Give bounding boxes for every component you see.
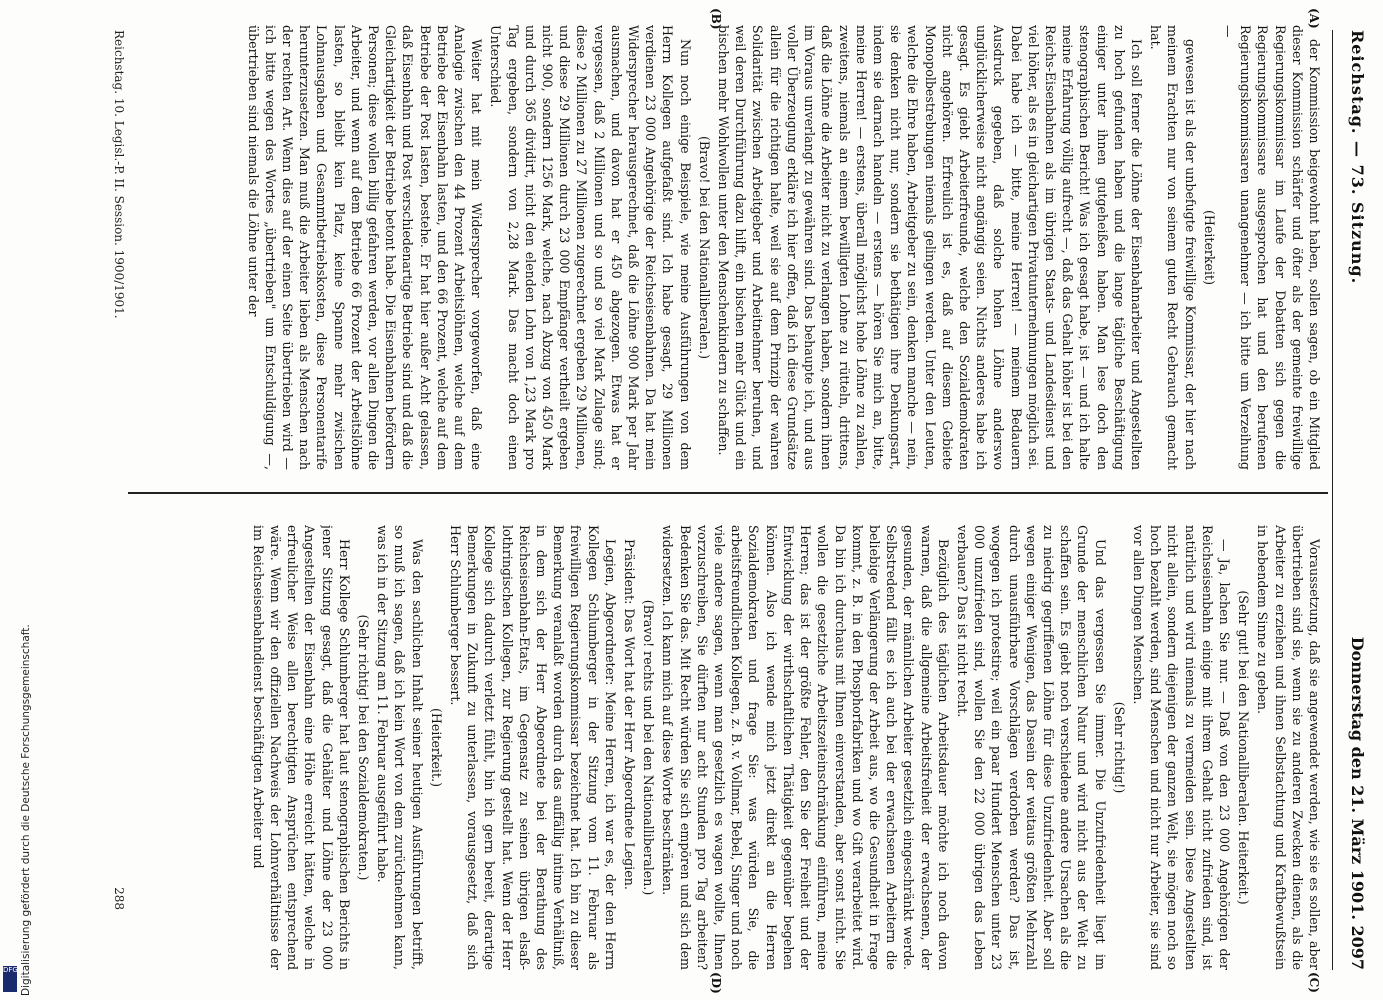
paragraph: Weiter hat mit mein Widersprecher vorgeworfen, daß eine Analogie zwischen den 44 Prozent Arbeitslöhnen, welche auf dem Betriebe der Eisenbahn lasten, und den 66 Prozent, welche auf dem Betriebe der Post lasten, bestehe. Er hat hier außer Acht gelassen, daß Eisenbahn und Post verschiedenartige Betriebe sind und daß die Gleichartigkeit der Betriebe betont habe. Die Eisenbahnen befördern Personen; diese wollen billig gefahren werden, vor allen Dingen die Arbeiter, und wenn auf dem Betriebe 66 Prozent der Arbeitslöhne lasten, so bleibt kein Platz, keine Spanne mehr zwischen Lohnausgaben und Gesammtbetriebskosten, diese Personentarife herunterzusetzen. Man muß die Arbeiter lieben als Menschen nach der rechten Art. Wenn dies auf der einen Seite übertrieben wird — ich bitte wegen des Wortes „übertrieben" um Entschuldigung —, übertrieben sind niemals die Löhne unter der xyxy=(245,25,485,470)
page-footer xyxy=(102,30,128,970)
interjection: (Sehr gut! bei den Nationalliberalen. Heiterkeit.) xyxy=(1236,590,1252,905)
margin-mark-a: (A) xyxy=(1307,8,1321,29)
paragraph: der Kommission beigewohnt haben, sollen sagen, ob ein Mitglied dieser Kommission schärfer und öfter als der gemeinte freiwillige Regierungskommissar im Laufe der Debatten sich gegen die Regierungskommissare ausgesprochen hat und den berufenen Regierungskommissaren unangenehmer — ich bitte um Verzeihung — xyxy=(1220,25,1322,470)
paragraph: Und das vergessen Sie immer. Die Unzufriedenheit liegt im Grunde der menschlichen Natur und wird nicht aus der Welt zu schaffen sein. Es giebt noch verschiedene andere Ursachen als die zu niedrig gegriffenen Löhne für diese Unzufriedenheit. Aber soll wegen einiger Wenigen, das Dasein der weitaus größten Mehrzahl durch unausführbare Vorschlägen verdorben werden? Das ist, wogegen ich protestire; weil ein paar Hundert Menschen unter 23 000 unzufrieden sind, wollen Sie den 22 000 übrigen das Leben verbauen? Das ist nicht recht. xyxy=(954,525,1108,970)
speaker-paragraph: Legien, Abgeordneter: Meine Herren, ich war es, der den Herrn Kollegen Schlumberger in der Sitzung vom 11. Februar als freiwilligen Regierungskommissar bezeichnet hat. Ich bin zu dieser Bemerkung veranlaßt worden durch das auffällig intime Verhältniß, in dem sich der Herr Abgeordnete bei der Berathung des Reichseisenbahn-Etats, im Gegensatz zu seinen übrigen elsaß-lothringischen Kollegen, zur Regierung gestellt hat. Wenn der Herr Kollege sich dadurch verletzt fühlt, bin ich gern bereit, derartige Bemerkungen in Zukunft zu unterlassen, vorausgesetzt, daß sich Herr Schlumberger bessert. xyxy=(448,525,618,970)
header-date-page: Donnerstag den 21. März 1901. 2097 xyxy=(1348,636,1367,970)
interjection: (Bravo! bei den Nationalliberalen.) xyxy=(696,135,712,360)
page-header xyxy=(1332,30,1373,970)
speaker-paragraph: Präsident: Das Wort hat der Herr Abgeordnete Legien. xyxy=(622,539,638,890)
dfg-logo-icon: DFG xyxy=(3,966,17,992)
paragraph: Nun noch einige Beispiele, wie meine Ausführungen von dem Herrn Kollegen aufgefaßt sind. Ich habe gesagt, 29 Millionen verdienen 23 000 Angehörige der Reichseisenbahnen. Da hat mein Widersprecher herausgerechnet, daß die Löhne 900 Mark per Jahr ausmachen, und davon hat er 450 abgezogen. Etwas hat er vergessen, daß 2 Millionen und so und so viel Mark Zulage sind; diese 2 Millionen zu 27 Millionen zugerechnet ergeben 29 Millionen, und diese 29 Millionen durch 23 000 Empfänger vertheilt ergeben nicht 900, sondern 1256 Mark, welche, nach Abzug von 450 Mark und durch 365 dividirt, nicht den elenden Lohn von 1,23 Mark pro Tag ergeben, sondern von 2,28 Mark. Das macht doch einen Unterschied. xyxy=(488,25,693,470)
paragraph: Herr Kollege Schlumberger hat laut stenographischen Berichts in jener Sitzung gesagt, daß die Gehälter und Löhne der 23 000 Angestellten der Eisenbahn eine Höhe erreicht hätten, welche in erfreulicher Weise allen berechtigten Ansprüchen entsprechend wäre. Wenn wir den offiziellen Nachweis der Lohnverhältnisse der im Reichseisenbahndienst beschäftigten Arbeiter und xyxy=(250,525,352,970)
paragraph: Voraussetzung, daß sie angewendet werden, wie sie es sollen, aber übertrieben sind sie, wenn sie zu anderen Zwecken dienen, als die Arbeiter zu erziehen und ihnen Selbstachtung und Kraftbewußtsein in hebendem Sinne zu geben. xyxy=(1255,525,1322,970)
interjection: (Bravo! rechts und bei den Nationalliberalen.) xyxy=(641,599,657,896)
right-text-column xyxy=(133,525,1323,970)
paragraph: Ich soll ferner die Löhne der Eisenbahnarbeiter und Angestellten zu hoch gefunden haben und die lange tägliche Beschäftigung einiger unter ihnen gutgeheißen haben. Man lese doch den stenographischen Bericht! Was ich gesagt habe, ist — und ich halte meine Erfahrung völlig aufrecht —, daß das Gehalt höher ist bei den Reichs-Eisenbahnen als im übrigen Staats- und Landesdienst und viel höher, als es in gleichartigen Privatunternehmungen möglich sei. Dabei habe ich — bitte, meine Herren! — meinem Bedauern Ausdruck gegeben, daß solche hohen Löhne anderswo unglücklicherweise nicht angängig seien. Nichts anderes habe ich gesagt. Es giebt Arbeiterfreunde, welche den Sozialdemokraten nicht angehören. Erfreulich ist es, daß auf diesem Gebiete Monopolbestrebungen niemals gelingen werden. Unter den Leuten, welche die Ehre haben, Arbeitgeber zu sein, denken manche — nein, sie denken nicht nur, sondern sie bethätigen ihre Denkungsart, indem sie darnach handeln — erstens — hören Sie mich an, bitte, meine Herren! — erstens, überall möglichst hohe Löhne zu zahlen, zweitens, niemals an einem bewilligten Lohne zu rütteln, drittens, daß die Löhne die Arbeiter nicht zu verlangen haben, sondern ihnen im Voraus unverlangt zu gewähren sind. Das behaupte ich, und aus voller Überzeugung erkläre ich hier offen, daß ich diese Grundsätze allein für die richtigen halte, weil sie auf dem Prinzip der wahren Solidarität zwischen Arbeitgeber und Arbeitnehmer beruhen, und weil deren Durchführung dazu hilft, ein bischen mehr Glück und ein bischen mehr Wohlwollen unter den Menschenkindern zu schaffen. xyxy=(716,25,1144,470)
margin-mark-b: (B) xyxy=(709,8,723,30)
left-text-column xyxy=(133,25,1323,470)
column-divider xyxy=(128,492,1328,494)
interjection: (Sehr richtig! bei den Sozialdemokraten.) xyxy=(356,614,372,881)
paragraph: — Ja, lachen Sie nur. — Daß von den 23 000 Angehörigen der Reichseisenbahn einige mit ihrem Gehalt nicht zufrieden sind, ist natürlich und wird niemals zu vermeiden sein. Diese Angestellten nicht allein, sondern diejenigen der ganzen Welt, sie mögen noch so hoch bezahlt werden, sind Menschen und nicht nur Arbeiter, sie sind vor allen Dingen Menschen. xyxy=(1130,525,1232,970)
header-session-title: Reichstag. — 73. Sitzung. xyxy=(1348,30,1367,285)
margin-mark-d: (D) xyxy=(709,972,723,994)
paragraph: Was den sachlichen Inhalt seiner heutigen Ausführungen betrifft, so muß ich sagen, daß ich kein Wort von dem zurücknehmen kann, was ich in der Sitzung am 11. Februar ausgeführt habe. xyxy=(375,525,425,970)
footer-page-number: 288 xyxy=(112,887,126,910)
paragraph: Bezüglich des täglichen Arbeitsdauer möchte ich noch davon warnen, daß die allgemeine Arbeitsfreiheit der erwachsenen, der gesunden, der männlichen Arbeiter gesetzlich eingeschränkt werde. Selbstredend fällt es ich auch bei der erwachsenen Arbeitern die beliebige Verlängerung der Arbeit aus, wo die Gesundheit in Frage kommt, z. B. in den Phosphorfabriken und wo Gift verarbeitet wird. Da bin ich durchaus mit Ihnen einverstanden, aber sonst nicht. Sie wollen die gesetzliche Arbeitszeiteinschränkung einführen, meine Herren; das ist der größte Fehler, den Sie der Freiheit und der Entwicklung der wirthschaftlichen Thätigkeit gegenüber begehen können. Also ich wende mich jetzt direkt an die Herren Sozialdemokraten und frage Sie: was würden Sie, die arbeitsfreundlichen Kollegen, z. B. v. Vollmar, Bebel, Singer und noch viele andere sagen, wenn man gesetzlich es wagen wollte, Ihnen vorzuschreiben, Sie dürften nur acht Stunden pro Tag arbeiten? Bedenken Sie das. Mit Recht würden Sie sich empören und sich dem widersetzen. Ich kann mich auf diese Worte beschränken. xyxy=(660,525,951,970)
interjection: (Sehr richtig!) xyxy=(1111,701,1127,794)
paragraph: gewesen ist als der unbefugte freiwillige Kommissar, der hier nach meinem Erachten nur von seinem guten Recht Gebrauch gemacht hat. xyxy=(1148,25,1198,470)
digitization-credit: Digitalisierung gefördert durch die Deutsche Forschungsgemeinschaft. xyxy=(20,624,32,996)
footer-legislature: Reichstag. 10. Legisl.-P. II. Session. 1900/1901. xyxy=(112,30,126,319)
interjection: (Heiterkeit) xyxy=(1201,210,1217,285)
margin-mark-c: (C) xyxy=(1307,972,1321,993)
digitization-credit-strip xyxy=(0,0,32,1000)
rotated-page-content xyxy=(73,0,1383,1000)
interjection: (Heiterkeit.) xyxy=(428,708,444,787)
